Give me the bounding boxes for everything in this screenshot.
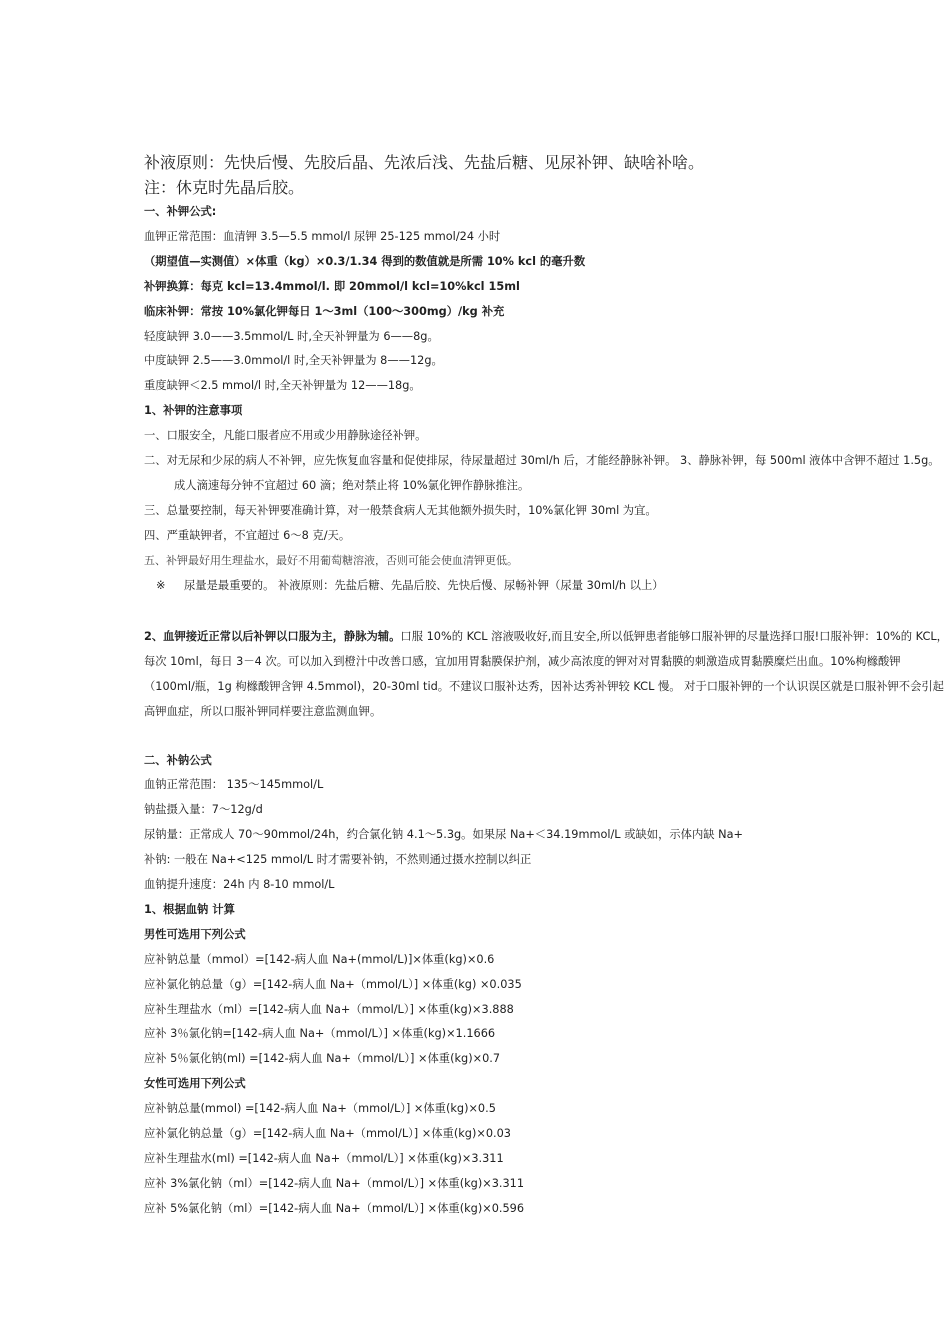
potassium-note: 一、口服安全，凡能口服者应不用或少用静脉途径补钾。: [144, 429, 427, 443]
sodium-line: 血钠提升速度：24h 内 8-10 mmol/L: [144, 878, 335, 892]
potassium-line: （期望值—实测值）×体重（kg）×0.3/1.34 得到的数值就是所需 10% kcl 的毫升数: [144, 254, 586, 268]
reference-mark-icon: ※: [156, 578, 166, 592]
female-formula: 应补钠总量(mmol) =[142-病人血 Na+（mmol/L）] ×体重(kg)×0.5: [144, 1102, 496, 1116]
sodium-line: 补钠: 一般在 Na+<125 mmol/L 时才需要补钠，不然则通过摄水控制以纠正: [144, 853, 532, 867]
female-formula: 应补 3%氯化钠（ml）=[142-病人血 Na+（mmol/L）] ×体重(kg)×3.311: [144, 1176, 525, 1190]
potassium-heading: 一、补钾公式:: [144, 205, 217, 218]
potassium-line: 重度缺钾＜2.5 mmol/l 时,全天补钾量为 12——18g。: [144, 379, 421, 393]
document-content: [144, 150, 948, 1222]
spacer: [144, 599, 948, 624]
oral-potassium-paragraph: [144, 624, 948, 724]
sodium-heading: 二、补钠公式: [144, 753, 212, 767]
potassium-line: 临床补钾：常按 10%氯化钾每日 1～3ml（100～300mg）/kg 补充: [144, 304, 505, 318]
principle-line: 补液原则：先快后慢、先胶后晶、先浓后浅、先盐后糖、见尿补钾、缺啥补啥。: [144, 153, 705, 172]
shock-note-line: 注：休克时先晶后胶。: [144, 178, 305, 197]
potassium-note: 五、补钾最好用生理盐水，最好不用葡萄糖溶液，否则可能会使血清钾更低。: [144, 553, 518, 567]
male-formula: 应补 5％氯化钠(ml) =[142-病人血 Na+（mmol/L）] ×体重(kg)×0.7: [144, 1052, 501, 1066]
male-formula: 应补氯化钠总量（g）=[142-病人血 Na+（mmol/L）] ×体重(kg) ×0.035: [144, 977, 522, 991]
male-formula: 应补生理盐水（ml）=[142-病人血 Na+（mmol/L）] ×体重(kg)×3.888: [144, 1002, 514, 1016]
potassium-line: 轻度缺钾 3.0——3.5mmol/L 时,全天补钾量为 6——8g。: [144, 329, 439, 343]
male-formula-heading: 男性可选用下列公式: [144, 927, 246, 941]
sodium-line: 血钠正常范围： 135～145mmol/L: [144, 778, 324, 792]
potassium-note: 成人滴速每分钟不宜超过 60 滴；绝对禁止将 10%氯化钾作静脉推注。: [174, 478, 530, 492]
potassium-line: 血钾正常范围：血清钾 3.5—5.5 mmol/l 尿钾 25-125 mmol/24 小时: [144, 229, 501, 243]
female-formula-heading: 女性可选用下列公式: [144, 1077, 246, 1091]
oral-potassium-body: 口服 10%的 KCL 溶液吸收好,而且安全,所以低钾患者能够口服补钾的尽量选择口服!口服补钾：10%的 KCL，每次 10ml，每日 3－4 次。可以加入到橙汁中改善口感，宜加用胃黏膜保护剂，减少高浓度的钾对对胃黏膜的刺激造成胃黏膜糜烂出血。10%枸橼酸钾（100ml/瓶，1g 枸橼酸钾含钾 4.5mmol)，20-30ml tid。不建议口服补达秀，因补达秀补钾较 KCL 慢。 对于口服补钾的一个认识误区就是口服补钾不会引起高钾血症，所以口服补钾同样要注意监测血钾。: [144, 629, 948, 718]
female-formula: 应补 5%氯化钠（ml）=[142-病人血 Na+（mmol/L）] ×体重(kg)×0.596: [144, 1201, 525, 1215]
potassium-note: 四、严重缺钾者，不宜超过 6～8 克/天。: [144, 528, 351, 542]
potassium-line: 中度缺钾 2.5——3.0mmol/l 时,全天补钾量为 8——12g。: [144, 354, 443, 368]
female-formula: 应补氯化钠总量（g）=[142-病人血 Na+（mmol/L）] ×体重(kg)×0.03: [144, 1127, 511, 1141]
female-formula: 应补生理盐水(ml) =[142-病人血 Na+（mmol/L）] ×体重(kg)×3.311: [144, 1152, 504, 1165]
sodium-line: 钠盐摄入量：7～12g/d: [144, 803, 263, 817]
potassium-note: 三、总量要控制，每天补钾要准确计算，对一般禁食病人无其他额外损失时，10%氯化钾 30ml 为宜。: [144, 503, 657, 517]
male-formula: 应补钠总量（mmol）=[142-病人血 Na+(mmol/L)]×体重(kg)×0.6: [144, 952, 495, 966]
sodium-calc-heading: 1、根据血钠 计算: [144, 902, 235, 916]
oral-potassium-lead: 2、血钾接近正常以后补钾以口服为主，静脉为辅。: [144, 629, 401, 643]
potassium-notes-heading: 1、补钾的注意事项: [144, 404, 243, 418]
remark-text: 尿量是最重要的。 补液原则：先盐后糖、先晶后胶、先快后慢、尿畅补钾（尿量 30ml/h 以上）: [184, 578, 664, 592]
potassium-line: 补钾换算：每克 kcl=13.4mmol/l. 即 20mmol/l kcl=10%kcl 15ml: [144, 279, 520, 293]
male-formula: 应补 3％氯化钠=[142-病人血 Na+（mmol/L）] ×体重(kg)×1.1666: [144, 1027, 496, 1041]
potassium-remark: [144, 574, 948, 599]
sodium-line: 尿钠量：正常成人 70～90mmol/24h，约合氯化钠 4.1～5.3g。如果尿 Na+＜34.19mmol/L 或缺如，示体内缺 Na+: [144, 828, 743, 842]
potassium-note: 二、对无尿和少尿的病人不补钾，应先恢复血容量和促使排尿，待尿量超过 30ml/h 后，才能经静脉补钾。 3、静脉补钾，每 500ml 液体中含钾不超过 1.5g。: [144, 454, 940, 468]
spacer: [144, 724, 948, 749]
